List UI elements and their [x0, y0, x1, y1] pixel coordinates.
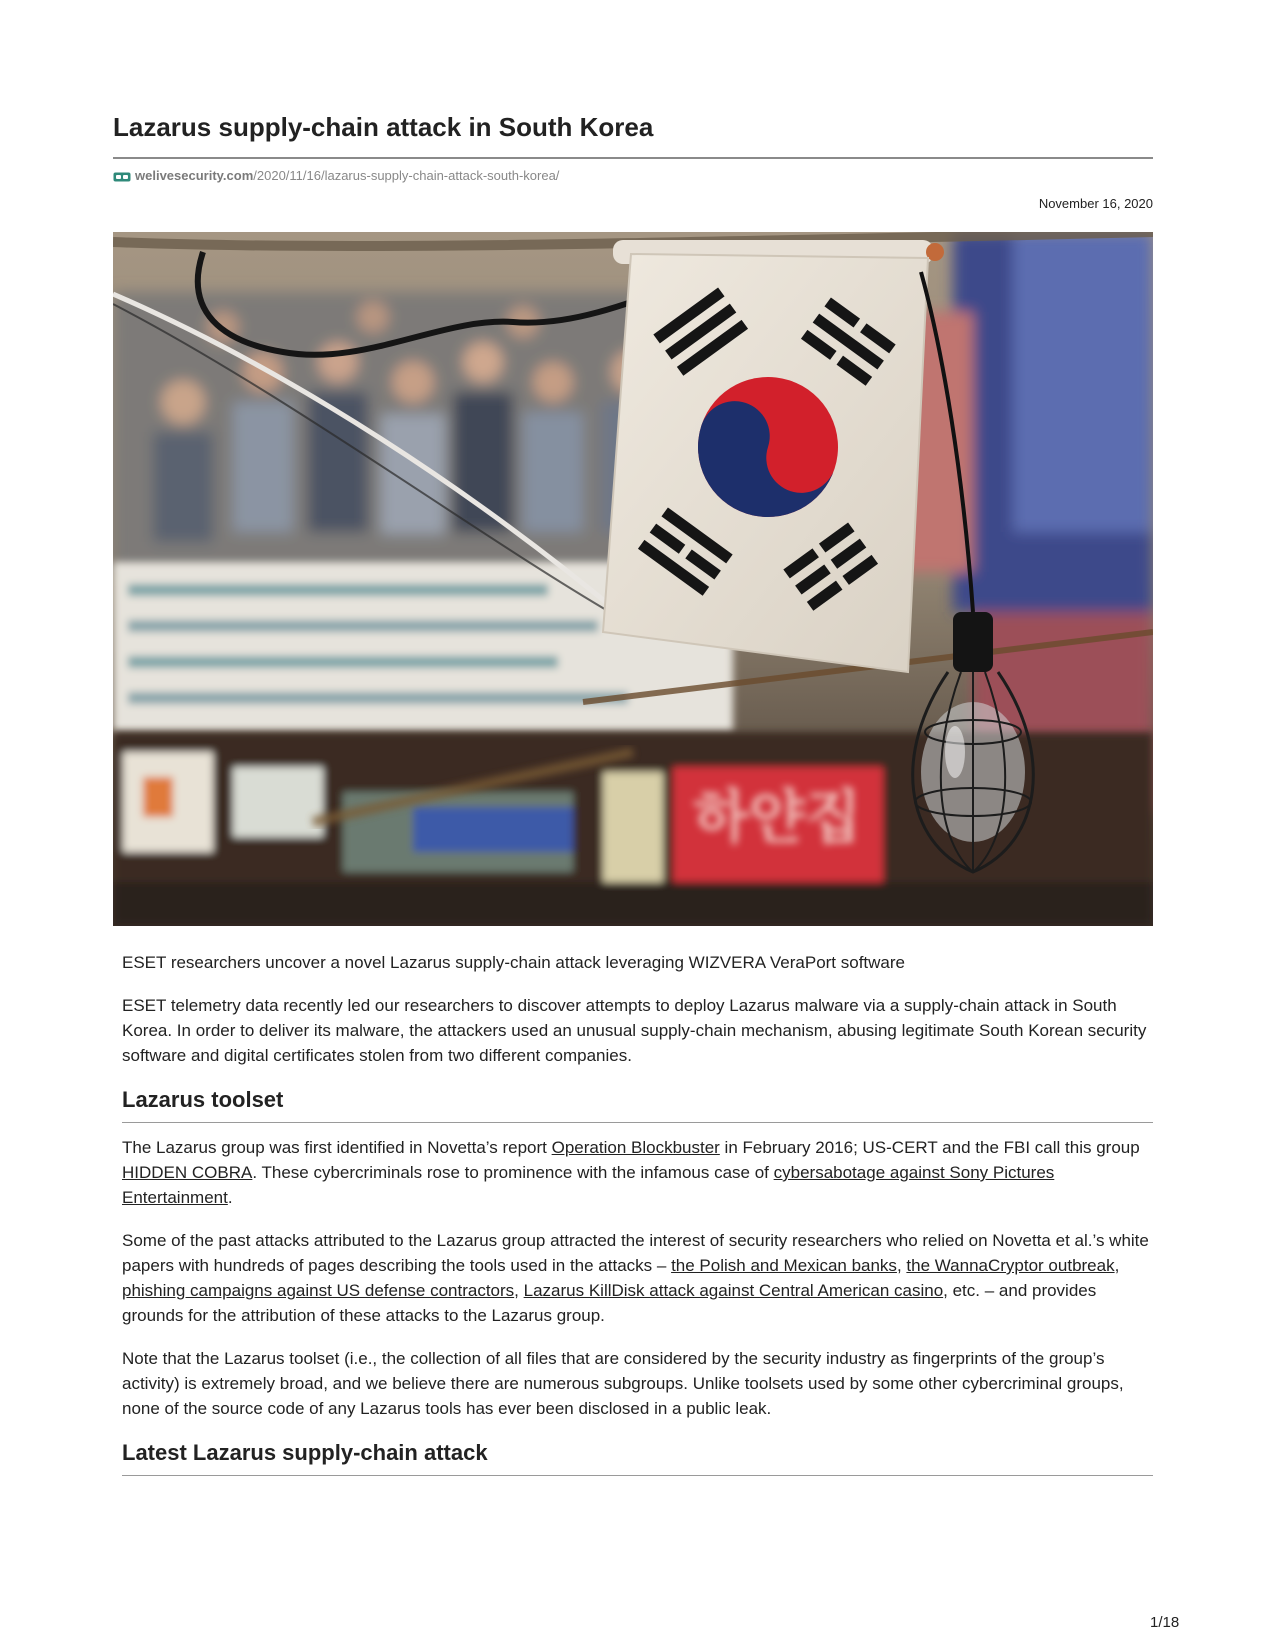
paragraph-toolset-broad: Note that the Lazarus toolset (i.e., the collection of all files that are considered by the security industry as fingerprints of the group’s activity) is extremely broad, and we believe there are numerous subgroups. Unlike toolsets used by some other cybercriminal groups, none of the source code of any Lazarus tools has ever been disclosed in a public leak.: [122, 1349, 1124, 1418]
article-body: [122, 950, 1153, 1488]
source-path: /2020/11/16/lazarus-supply-chain-attack-south-korea/: [253, 168, 560, 183]
intro-paragraph: ESET researchers uncover a novel Lazarus supply-chain attack leveraging WIZVERA VeraPort software: [122, 953, 906, 972]
link-wannacryptor-outbreak[interactable]: the WannaCryptor outbreak: [906, 1256, 1115, 1275]
hero-image: [113, 232, 1153, 926]
link-killdisk-casino[interactable]: Lazarus KillDisk attack against Central American casino: [523, 1281, 944, 1300]
link-icon: [113, 170, 131, 185]
link-operation-blockbuster[interactable]: Operation Blockbuster: [551, 1138, 720, 1157]
paragraph-lazarus-group: The Lazarus group was first identified in Novetta’s report Operation Blockbuster in February 2016; US-CERT and the FBI call this group HIDDEN COBRA. These cybercriminals rose to prominence with the infamous case of cybersabotage against Sony Pictures Entertainment.: [122, 1138, 1140, 1207]
paragraph-telemetry: ESET telemetry data recently led our researchers to discover attempts to deploy Lazarus malware via a supply-chain attack in South Korea. In order to deliver its malware, the attackers used an unusual supply-chain mechanism, abusing legitimate South Korean security software and digital certificates stolen from two different companies.: [122, 996, 1147, 1065]
publish-date: November 16, 2020: [1038, 196, 1153, 211]
title-divider: [113, 157, 1153, 159]
source-url[interactable]: [113, 168, 559, 185]
page-number: 1/18: [1150, 1614, 1180, 1631]
heading-latest-attack: Latest Lazarus supply-chain attack: [122, 1439, 1153, 1476]
source-domain: welivesecurity.com: [135, 168, 254, 183]
south-korea-flag: [603, 254, 928, 672]
sign-hangul-text: 하얀집: [693, 783, 862, 851]
heading-lazarus-toolset: Lazarus toolset: [122, 1086, 1153, 1123]
link-sony-cybersabotage[interactable]: cybersabotage against Sony Pictures Entertainment: [122, 1163, 1055, 1207]
link-phishing-us-defense[interactable]: phishing campaigns against US defense contractors: [122, 1281, 515, 1300]
paragraph-past-attacks: Some of the past attacks attributed to the Lazarus group attracted the interest of security researchers who relied on Novetta et al.’s white papers with hundreds of pages describing the tools used in the attacks – the Polish and Mexican banks, the WannaCryptor outbreak, phishing campaigns against US defense contractors, Lazarus KillDisk attack against Central American casino, etc. – and provides grounds for the attribution of these attacks to the Lazarus group.: [122, 1231, 1149, 1325]
link-polish-mexican-banks[interactable]: the Polish and Mexican banks: [671, 1256, 897, 1275]
link-hidden-cobra[interactable]: HIDDEN COBRA: [122, 1163, 253, 1182]
page-title: Lazarus supply-chain attack in South Korea: [113, 112, 654, 142]
